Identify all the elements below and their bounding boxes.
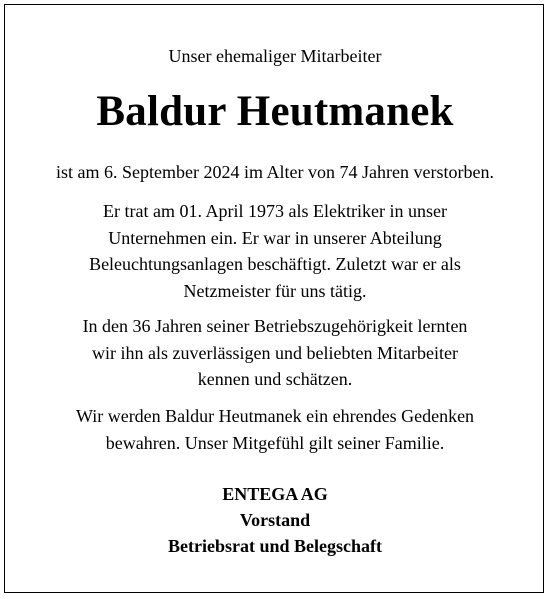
tenure-line: kennen und schätzen. <box>197 369 353 389</box>
remembrance-line: bewahren. Unser Mitgefühl gilt seiner Familie. <box>105 432 445 453</box>
career-paragraph <box>40 198 510 304</box>
tenure-line: In den 36 Jahren seiner Betriebszugehörigkeit lernten <box>82 316 468 336</box>
tenure-paragraph <box>40 313 510 393</box>
remembrance-paragraph <box>40 403 510 456</box>
signature-staff: Betriebsrat und Belegschaft <box>168 536 382 556</box>
career-line: Unternehmen ein. Er war in unserer Abteilung <box>108 227 442 248</box>
intro-text: Unser ehemaliger Mitarbeiter <box>168 46 382 66</box>
deceased-name: Baldur Heutmanek <box>96 88 454 135</box>
signature-company: ENTEGA AG <box>222 484 328 504</box>
career-line: Beleuchtungsanlagen beschäftigt. Zuletzt war er als <box>89 254 461 274</box>
career-line: Er trat am 01. April 1973 als Elektriker in unser <box>103 201 447 221</box>
remembrance-line: Wir werden Baldur Heutmanek ein ehrendes Gedenken <box>75 406 475 426</box>
signature-board: Vorstand <box>239 510 311 530</box>
death-line: ist am 6. September 2024 im Alter von 74 Jahren verstorben. <box>56 162 494 182</box>
career-line: Netzmeister für uns tätig. <box>183 280 367 301</box>
tenure-line: wir ihn als zuverlässigen und beliebten Mitarbeiter <box>92 342 458 363</box>
